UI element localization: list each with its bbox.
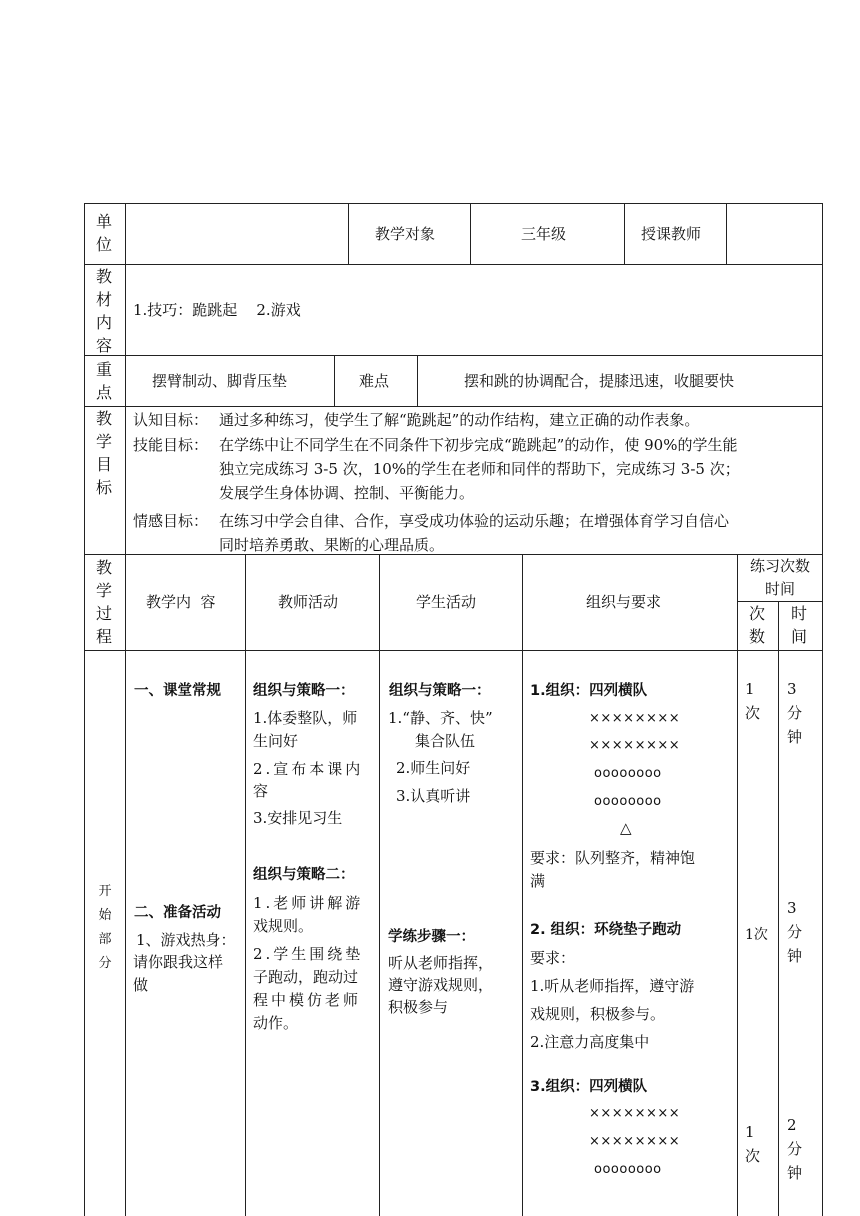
- time-2: [787, 896, 802, 968]
- content-warmup-line: 请你跟我这样: [133, 953, 224, 971]
- header-time: [789, 602, 809, 648]
- content-warmup-line: 1、游戏热身：: [136, 931, 236, 949]
- label-char: 开: [98, 884, 112, 899]
- label-char: 位: [95, 235, 112, 254]
- teacher-strategy-1-item: 3.安排见习生: [253, 809, 343, 827]
- teacher-strategy-2-item: 戏规则。: [253, 917, 314, 935]
- org-1-requirement: 要求：队列整齐，精神饱: [530, 849, 696, 867]
- count-1: [745, 677, 760, 725]
- time-1: [787, 677, 802, 749]
- student-strategy-1-item: 1.“静、齐、快”: [388, 709, 493, 727]
- difficulty-value: 摆和跳的协调配合，提膝迅速，收腿要快: [464, 372, 735, 390]
- label-char: 容: [95, 336, 112, 355]
- label-char: 过: [95, 604, 112, 623]
- process-label: [94, 556, 114, 648]
- skill-goal-line: 在学练中让不同学生在不同条件下初步完成“跪跳起”的动作，使 90%的学生能: [219, 436, 738, 454]
- formation-row-o: oooooooo: [594, 794, 662, 809]
- time-unit: 钟: [787, 728, 803, 746]
- label-char: 教: [95, 409, 112, 428]
- teacher-position-triangle: △: [620, 819, 632, 837]
- label-char: 程: [95, 627, 112, 646]
- material-label: [94, 265, 114, 357]
- org-3-title: 3.组织：四列横队: [530, 1079, 648, 1095]
- cognitive-goal: 通过多种练习，使学生了解“跪跳起”的动作结构，建立正确的动作表象。: [219, 411, 700, 429]
- teacher-strategy-2-item: 动作。: [253, 1014, 299, 1032]
- label-char: 教: [95, 558, 112, 577]
- goals-label: [94, 407, 114, 499]
- material-content: 1.技巧：跪跳起 2.游戏: [133, 301, 301, 319]
- time-value: 3: [787, 680, 797, 698]
- label-char: 次: [748, 604, 765, 623]
- header-count: [747, 602, 767, 648]
- formation-row-x: ××××××××: [589, 1106, 681, 1121]
- student-strategy-1-title: 组织与策略一：: [389, 683, 491, 699]
- label-char: 部: [98, 932, 112, 947]
- time-unit: 分: [787, 704, 803, 722]
- student-strategy-1-item: 集合队伍: [415, 732, 476, 750]
- teacher-strategy-1-item: 生问好: [253, 732, 299, 750]
- formation-row-x: ××××××××: [589, 711, 681, 726]
- header-student-activity: 学生活动: [416, 593, 477, 611]
- student-strategy-1-item: 2.师生问好: [396, 759, 471, 777]
- label-char: 分: [98, 956, 112, 971]
- count-value: 1: [745, 680, 755, 698]
- label-char: 教: [95, 267, 112, 286]
- teacher-strategy-2-item: 子跑动，跑动过: [253, 968, 359, 986]
- key-label: [94, 358, 114, 404]
- time-value: 2: [787, 1116, 797, 1134]
- label-char: 内: [95, 313, 112, 332]
- cognitive-goal-label: 认知目标：: [133, 411, 209, 429]
- count-3: [745, 1120, 760, 1168]
- teacher-label: 授课教师: [641, 225, 702, 243]
- teacher-strategy-2-item: 程中模仿老师: [253, 991, 362, 1009]
- count-unit: 次: [745, 1147, 761, 1165]
- label-char: 时: [790, 604, 807, 623]
- header-practice-line: 时间: [764, 580, 795, 598]
- org-2-requirement-label: 要求：: [530, 949, 576, 967]
- student-strategy-1-item: 3.认真听讲: [396, 787, 471, 805]
- header-practice-top: [738, 555, 822, 601]
- label-char: 始: [98, 908, 112, 923]
- formation-row-o: oooooooo: [594, 1162, 662, 1177]
- label-char: 重: [95, 360, 112, 379]
- label-char: 数: [748, 627, 765, 646]
- teacher-strategy-1-title: 组织与策略一：: [253, 683, 355, 699]
- skill-goal-line: 独立完成练习 3-5 次，10%的学生在老师和同伴的帮助下，完成练习 3-5 次；: [219, 460, 740, 478]
- count-2: 1次: [745, 927, 768, 943]
- content-warmup-title: 二、准备活动: [134, 905, 221, 921]
- teacher-strategy-2-item: 2.学生围绕垫: [253, 945, 364, 963]
- header-organization: 组织与要求: [586, 593, 662, 611]
- teaching-target-label: 教学对象: [375, 225, 436, 243]
- student-step-1-line: 积极参与: [388, 998, 449, 1016]
- formation-row-x: ××××××××: [589, 738, 681, 753]
- header-teacher-activity: 教师活动: [278, 593, 339, 611]
- teacher-strategy-1-item: 2.宣布本课内: [253, 760, 364, 778]
- time-3: [787, 1113, 802, 1185]
- skill-goal-label: 技能目标：: [133, 436, 209, 454]
- label-char: 单: [95, 212, 112, 231]
- skill-goal-line: 发展学生身体协调、控制、平衡能力。: [219, 484, 475, 502]
- time-unit: 钟: [787, 947, 803, 965]
- key-point-value: 摆臂制动、脚背压垫: [152, 372, 288, 390]
- org-1-title: 1.组织：四列横队: [530, 683, 648, 699]
- label-char: 目: [95, 455, 112, 474]
- student-step-1-line: 遵守游戏规则，: [388, 976, 494, 994]
- student-step-1-title: 学练步骤一：: [388, 929, 475, 945]
- emotion-goal-line: 在练习中学会自律、合作，享受成功体验的运动乐趣；在增强体育学习自信心: [219, 512, 730, 530]
- emotion-goal-label: 情感目标：: [133, 512, 209, 530]
- time-value: 3: [787, 899, 797, 917]
- formation-row-x: ××××××××: [589, 1134, 681, 1149]
- count-unit: 次: [745, 704, 761, 722]
- student-step-1-line: 听从老师指挥，: [388, 954, 494, 972]
- content-warmup-line: 做: [133, 976, 149, 994]
- formation-row-o: oooooooo: [594, 766, 662, 781]
- label-char: 标: [95, 478, 112, 497]
- unit-label: [94, 210, 114, 256]
- difficulty-label: 难点: [359, 372, 390, 390]
- header-practice-line: 练习次数: [749, 557, 810, 575]
- teacher-strategy-2-title: 组织与策略二：: [253, 867, 355, 883]
- time-unit: 分: [787, 923, 803, 941]
- count-value: 1: [745, 1123, 755, 1141]
- org-2-title: 2. 组织：环绕垫子跑动: [530, 922, 682, 938]
- org-2-requirement: 戏规则，积极参与。: [530, 1005, 666, 1023]
- teacher-strategy-1-item: 1.体委整队，师: [253, 709, 358, 727]
- emotion-goal-line: 同时培养勇敢、果断的心理品质。: [219, 536, 445, 554]
- content-routine: 一、课堂常规: [134, 683, 221, 699]
- label-char: 学: [95, 581, 112, 600]
- org-1-requirement: 满: [530, 872, 546, 890]
- label-char: 间: [790, 627, 807, 646]
- time-unit: 钟: [787, 1164, 803, 1182]
- grade-value: 三年级: [521, 225, 567, 243]
- teacher-strategy-1-item: 容: [253, 782, 269, 800]
- label-char: 材: [95, 290, 112, 309]
- teacher-strategy-2-item: 1.老师讲解游: [253, 894, 364, 912]
- org-2-requirement: 2.注意力高度集中: [530, 1033, 650, 1051]
- start-section-label: [95, 880, 115, 976]
- label-char: 学: [95, 432, 112, 451]
- header-content: 教学内 容: [146, 593, 216, 611]
- time-unit: 分: [787, 1140, 803, 1158]
- org-2-requirement: 1.听从老师指挥，遵守游: [530, 977, 695, 995]
- label-char: 点: [95, 383, 112, 402]
